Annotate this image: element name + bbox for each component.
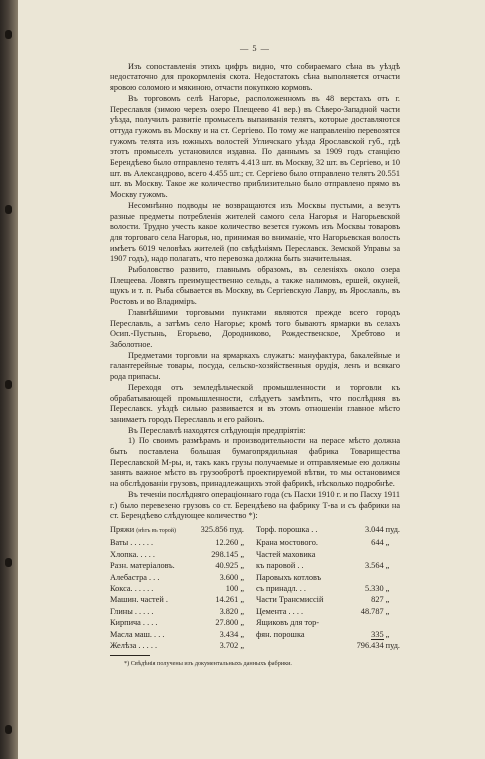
cargo-left-value — [176, 537, 250, 548]
cargo-right-unit: „ — [385, 595, 390, 605]
cargo-right-unit — [384, 549, 400, 560]
cargo-left-value-text: 3.702 — [219, 641, 239, 650]
cargo-left-value — [176, 594, 250, 605]
cargo-left-value-text: 27.800 — [215, 618, 239, 628]
cargo-left-unit: „ — [240, 538, 244, 548]
cargo-right-value-text: 3.564 — [364, 561, 384, 571]
cargo-left-name-text: Кокса. . . . . . — [110, 583, 154, 593]
binding-hole — [5, 30, 12, 39]
footnote-rule — [110, 655, 150, 656]
cargo-left-value-text: 14.261 — [215, 595, 239, 605]
cargo-left-value — [176, 629, 250, 640]
cargo-left-value — [176, 572, 250, 583]
footnote: *) Свѣдѣнія получены изъ документальныхъ данныхъ фабрики. — [124, 660, 292, 668]
cargo-right-value-text: 796.434 — [356, 641, 384, 650]
cargo-right-value — [340, 640, 384, 651]
cargo-table — [110, 524, 400, 651]
cargo-right-name: Ящиковъ для тор- — [256, 618, 320, 628]
table-row — [110, 537, 400, 548]
cargo-right-name: Паровыхъ котловъ — [256, 572, 322, 582]
document-page — [18, 0, 485, 759]
cargo-right-name: Торф. порошка . . — [256, 524, 318, 534]
cargo-left-value-text: 325.856 пуд. — [200, 524, 244, 534]
paragraph: Главнѣйшими торговыми пунктами являются прежде всего городъ Переславль, а затѣмъ село Нагорье; кромѣ того бываютъ ярмарки въ селахъ Осип.-Пустынь, Егорьево, Дородниково, Рождественское, Хребтово и Заболотное. — [110, 307, 400, 349]
cargo-left-value — [176, 583, 250, 594]
binding-hole — [5, 725, 12, 734]
cargo-right-value-text: 5.330 — [364, 583, 384, 593]
cargo-left-value-text: 3.600 — [219, 572, 239, 582]
binding-hole — [5, 380, 12, 389]
cargo-right-value — [340, 560, 384, 571]
binding-hole — [5, 558, 12, 567]
table-row — [110, 640, 400, 651]
cargo-left-name-text: Машин. частей . — [110, 595, 168, 605]
cargo-right-value-text: 48.787 — [360, 606, 384, 616]
cargo-left-name — [110, 594, 176, 605]
cargo-right-value-text: 3.044 — [364, 524, 384, 534]
cargo-left-value — [176, 617, 250, 628]
cargo-left-name — [110, 572, 176, 583]
table-row — [110, 606, 400, 617]
cargo-left-name-text: Кирпича . . . . — [110, 618, 158, 628]
cargo-left-name-text: Хлопка. . . . . — [110, 549, 155, 559]
cargo-left-value-text: 3.820 — [219, 606, 239, 616]
paragraph: Предметами торговли на ярмаркахъ служатъ: мануфактура, бакалейные и галантерейные товары, посуда, сельско-хозяйственныя орудія, ленъ и всякаго рода припасы. — [110, 350, 400, 382]
paragraph: Несомнѣнно подводы не возвращаются изъ Москвы пустыми, а везутъ разные предметы потребленія жителей самого села Нагорья и Нагорьевской волости. Трудно учесть какое количество везется гужомъ изъ Москвы товаровъ для торговаго села Нагорья, но, принимая во вниманіе, что Нагорьевская волость имѣетъ 6019 человѣкъ жителей (по свѣдѣніямъ Переславск. Земской Управы за 1907 годъ), надо полагать, что перевозка должна быть значительная. — [110, 200, 400, 264]
cargo-left-value-text: 40.925 — [215, 561, 239, 571]
binding-hole — [5, 205, 12, 214]
cargo-left-unit: „ — [240, 549, 244, 559]
cargo-left-name-text: Пряжи — [110, 524, 135, 534]
cargo-right-name: фян. порошка — [256, 629, 305, 639]
paragraph: Переходя отъ земледѣльческой промышленности и торговли къ обрабатывающей промышленности, слѣдуетъ замѣтить, что послѣдняя въ Переславск. уѣздѣ сильно развивается и въ этомъ отношеніи главное мѣсто занимаетъ городъ Переславль и его районъ. — [110, 382, 400, 424]
cargo-left-name — [110, 549, 176, 560]
cargo-right-name: къ паровой . . — [256, 561, 304, 571]
cargo-left-name — [110, 560, 176, 571]
paragraph: Въ теченіи послѣдняго операціоннаго года (съ Пасхи 1910 г. и по Пасху 1911 г.) было перевезено грузовъ со ст. Берендѣево на фабрику Т-ва и съ фабрики на ст. Берендѣево слѣдующее количество *): — [110, 489, 400, 521]
cargo-left-value-text: 100 — [225, 583, 239, 593]
cargo-left-name — [110, 629, 176, 640]
cargo-left-name — [110, 640, 176, 651]
cargo-right-value — [340, 583, 384, 594]
cargo-right-value — [340, 617, 384, 628]
cargo-left-name-text: Желѣза . . . . . — [110, 641, 158, 650]
cargo-right-name: Крана мостового. — [256, 538, 318, 548]
paragraph: Въ Переславлѣ находятся слѣдующія предпріятія: — [128, 425, 306, 435]
cargo-right-name: съ принадл. . . — [256, 583, 306, 593]
cargo-right-value — [340, 549, 384, 560]
cargo-left-value — [176, 560, 250, 571]
cargo-right-unit: „ — [385, 561, 390, 571]
cargo-left-value-text: 12.260 — [215, 538, 239, 548]
cargo-left-name-text: Масла маш. . . . — [110, 629, 165, 639]
cargo-right-value — [340, 537, 384, 548]
cargo-left-name-text: Разн. матеріаловъ. — [110, 561, 175, 571]
cargo-right-value — [340, 594, 384, 605]
table-row — [110, 594, 400, 605]
cargo-left-unit: „ — [240, 583, 244, 593]
table-row — [110, 617, 400, 628]
paragraph: 1) По своимъ размѣрамъ и производительности на перасе мѣсто должна быть поставлена большая бумагопрядильная фабрика Товарищества Переславской М-ры, и, такъ какъ грузы получаемые и отправляемые ею должны занять важное мѣсто въ грузообротѣ проектируемой вѣтви, то мы остановимся на обслѣдованіи грузовъ, принадлежащихъ этой фабрикѣ, нѣсколько подробнѣе. — [110, 436, 400, 489]
cargo-left-unit: „ — [240, 606, 244, 616]
cargo-right-value-text: 644 — [371, 538, 384, 548]
cargo-right-name: Частей маховика — [256, 549, 316, 559]
cargo-left-name-text: Глины . . . . . — [110, 606, 154, 616]
table-row — [110, 572, 400, 583]
cargo-right-value-text: 827 — [371, 595, 384, 605]
cargo-left-name-text: Ваты . . . . . . — [110, 538, 154, 548]
cargo-left-name — [110, 617, 176, 628]
cargo-right-unit — [384, 617, 400, 628]
cargo-right-unit: „ — [385, 538, 390, 548]
cargo-right-unit: пуд. — [385, 641, 400, 650]
cargo-left-unit: „ — [240, 641, 244, 650]
page-number: — 5 — — [240, 44, 270, 53]
table-row — [110, 629, 400, 640]
table-row — [110, 583, 400, 594]
cargo-right-value — [340, 606, 384, 617]
cargo-left-name — [110, 537, 176, 548]
table-row — [110, 524, 400, 537]
cargo-right-value-text: 335 — [371, 629, 384, 639]
cargo-right-name: Части Трансмиссій — [256, 595, 324, 605]
paragraph: Рыболовство развито, главнымъ образомъ, въ селеніяхъ около озера Плещеева. Ловятъ преимущественно сельдь, а также налимовъ, ершей, окуней, щукъ и т. п. Рыба сбывается въ Москву, въ Сергіевскую Лавру, въ Ярославль, въ Ростовъ и во Владиміръ. — [110, 265, 400, 307]
cargo-left-unit: „ — [240, 595, 244, 605]
cargo-right-unit: „ — [385, 629, 390, 639]
cargo-left-name — [110, 606, 176, 617]
cargo-left-value — [176, 640, 250, 651]
cargo-right-value — [340, 524, 384, 537]
cargo-right-unit: „ — [385, 583, 390, 593]
paragraph: Въ торговомъ селѣ Нагорье, расположенномъ въ 48 верстахъ отъ г. Переславля (зимою черезъ озеро Плещеево 41 вер.) въ Сѣверо-Западной части уѣзда, получилъ развитіе промыселъ выпаиванія телятъ, которые доставляются оттуда гужомъ въ Москву и на ст. Сергіево. По тому же направленію перевозятся гужомъ телята изъ южныхъ волостей Угличскаго уѣзда Ярославской губ., гдѣ этотъ промыселъ установился издавна. По даннымъ за 1909 годъ станцією Берендѣево было отправлено телятъ 4.413 шт. въ Москву, 32 шт. въ Сергіево, и 10 шт. въ Александрово, всего 4.455 шт.; ст. Сергіево было отправлено телятъ 20.551 шт. въ Москву. Такое же количество приблизительно было отправлено прямо въ Москву гужомъ. — [110, 93, 400, 200]
cargo-left-unit: „ — [240, 572, 244, 582]
cargo-left-value — [176, 524, 250, 537]
cargo-left-name — [110, 524, 176, 537]
cargo-right-unit: „ — [385, 606, 390, 616]
cargo-left-unit: „ — [240, 561, 244, 571]
book-binding — [0, 0, 18, 759]
table-row — [110, 549, 400, 560]
page-content — [110, 44, 400, 668]
cargo-left-note: (нѣтъ въ торой) — [136, 527, 176, 534]
cargo-right-unit — [384, 572, 400, 583]
cargo-right-name: Цемента . . . . — [256, 606, 304, 616]
cargo-left-unit: „ — [240, 618, 244, 628]
cargo-right-unit: пуд. — [385, 524, 400, 534]
cargo-right-name — [250, 640, 340, 651]
cargo-left-name-text: Алебастра . . . — [110, 572, 160, 582]
table-row — [110, 560, 400, 571]
cargo-left-value — [176, 606, 250, 617]
cargo-right-value — [340, 629, 384, 640]
cargo-left-value — [176, 549, 250, 560]
cargo-left-name — [110, 583, 176, 594]
cargo-right-value — [340, 572, 384, 583]
paragraph: Изъ сопоставленія этихъ цифръ видно, что собираемаго сѣна въ уѣздѣ недостаточно для прокормленія скота. Недостатокъ сѣна выполняется отчасти яровою соломою и мякиною, отчасти покупкою кормовъ. — [110, 61, 400, 93]
cargo-left-value-text: 3.434 — [219, 629, 239, 639]
cargo-left-value-text: 298.145 — [211, 549, 239, 559]
cargo-left-unit: „ — [240, 629, 244, 639]
